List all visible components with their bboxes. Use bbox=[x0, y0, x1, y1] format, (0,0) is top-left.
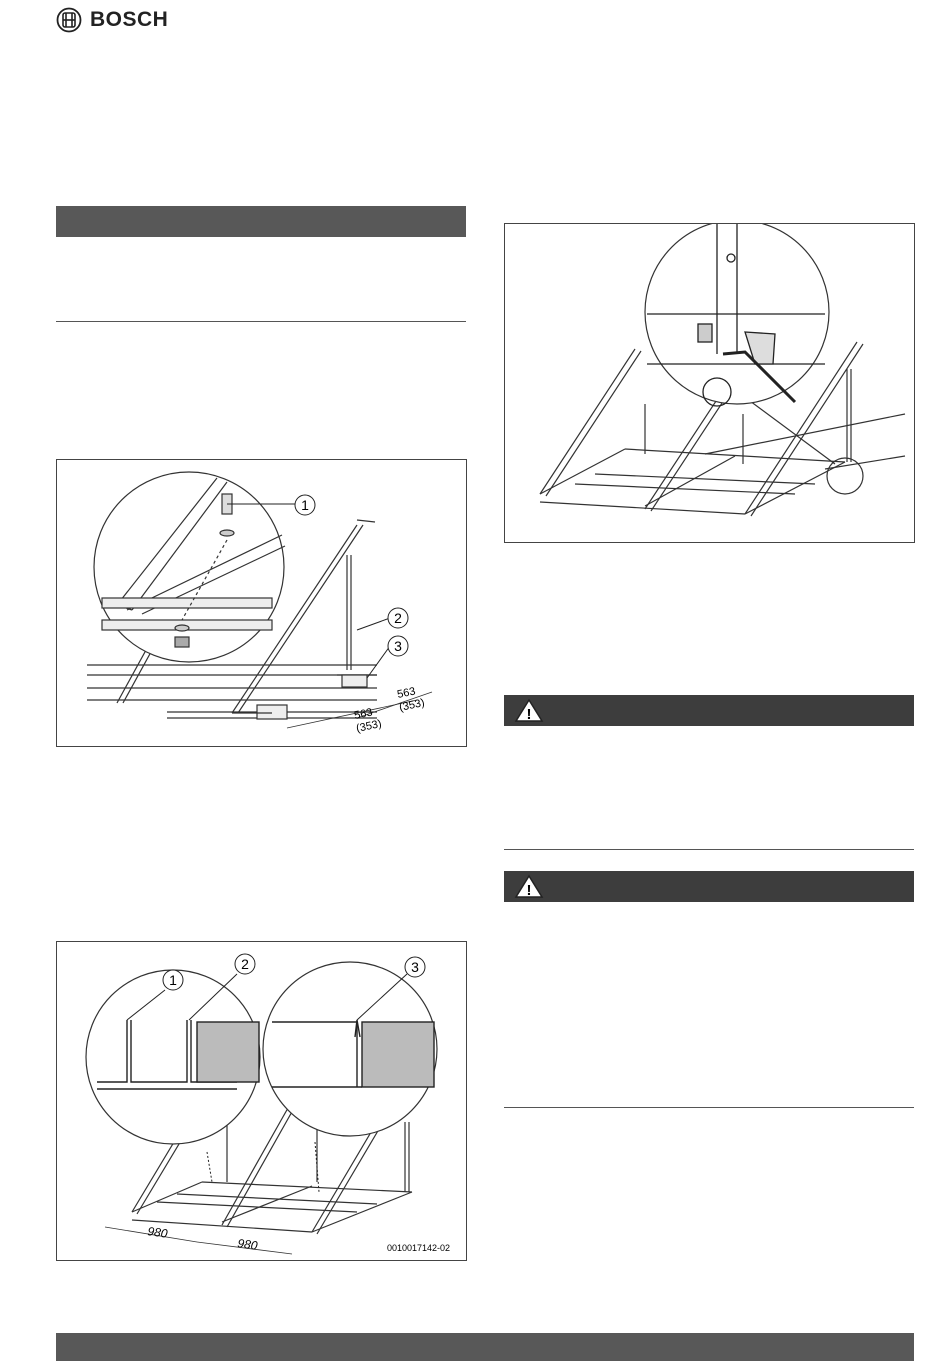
svg-text:!: ! bbox=[526, 706, 532, 723]
dimension-label: 980 bbox=[146, 1224, 169, 1241]
warning-bar bbox=[504, 695, 914, 726]
divider bbox=[504, 1107, 914, 1108]
dimension-label: 980 bbox=[236, 1236, 259, 1253]
section-heading-bar bbox=[56, 206, 466, 237]
divider bbox=[56, 321, 466, 322]
callout-2: 2 bbox=[394, 610, 402, 626]
brand-name: BOSCH bbox=[90, 8, 169, 31]
warning-bar bbox=[504, 871, 914, 902]
callout-2: 2 bbox=[241, 956, 249, 972]
figure-mounting-rails bbox=[56, 459, 467, 747]
dimension-label: (353) bbox=[398, 696, 426, 714]
footer-bar bbox=[56, 1333, 914, 1361]
divider bbox=[504, 849, 914, 850]
dimension-label: 563 bbox=[396, 685, 417, 701]
brand-logo bbox=[56, 7, 168, 33]
dimension-label: (353) bbox=[355, 717, 383, 735]
dimension-label: 563 bbox=[353, 706, 374, 722]
figure-frame-detail bbox=[504, 223, 915, 543]
callout-3: 3 bbox=[394, 638, 402, 654]
figure-frame-spacing bbox=[56, 941, 467, 1261]
callout-1: 1 bbox=[169, 972, 177, 988]
callout-1: 1 bbox=[301, 497, 309, 513]
warning-triangle-icon bbox=[514, 698, 544, 723]
figure-id: 0010017142-02 bbox=[387, 1243, 451, 1253]
callout-3: 3 bbox=[411, 959, 419, 975]
warning-triangle-icon bbox=[514, 874, 544, 899]
svg-text:!: ! bbox=[526, 882, 532, 899]
bosch-armature-icon bbox=[56, 7, 82, 33]
